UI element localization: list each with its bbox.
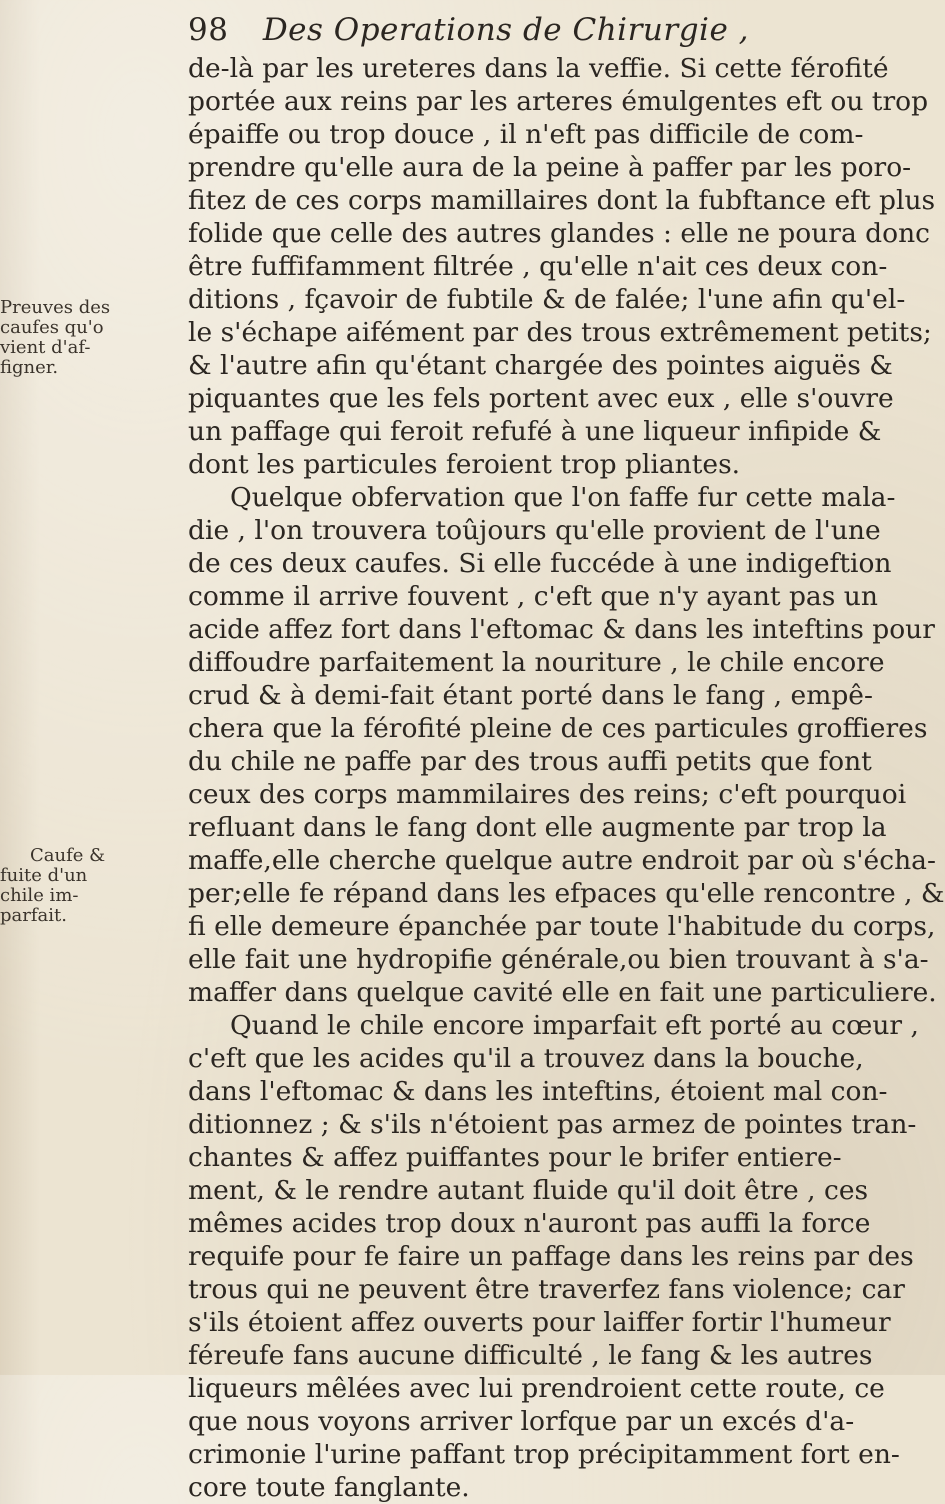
text-line: de-là par les ureteres dans la veffie. Si cette férofité xyxy=(188,53,889,84)
margin-note-line: vient d'af- xyxy=(0,337,91,358)
text-line: requife pour fe faire un paffage dans les reins par des xyxy=(188,1241,914,1272)
page-number: 98 xyxy=(188,12,229,48)
margin-note-line: chile im- xyxy=(0,885,79,906)
text-line: maffe,elle cherche quelque autre endroit par où s'écha- xyxy=(188,845,936,876)
margin-note-preuves xyxy=(0,298,150,378)
text-line: crimonie l'urine paffant trop précipitamment fort en- xyxy=(188,1439,900,1470)
text-line: diffoudre parfaitement la nouriture , le chile encore xyxy=(188,647,885,678)
running-header xyxy=(188,12,749,48)
text-line: Quelque obfervation que l'on faffe fur cette mala- xyxy=(230,482,896,513)
text-line: folide que celle des autres glandes : elle ne poura donc xyxy=(188,218,930,249)
text-line: mêmes acides trop doux n'auront pas auffi la force xyxy=(188,1208,871,1239)
text-line: comme il arrive fouvent , c'eft que n'y ayant pas un xyxy=(188,581,878,612)
text-line: le s'échape aifément par des trous extrêmement petits; xyxy=(188,317,932,348)
text-line: prendre qu'elle aura de la peine à paffer par les poro- xyxy=(188,152,912,183)
text-line: que nous voyons arriver lorfque par un excés d'a- xyxy=(188,1406,855,1437)
text-line: chera que la férofité pleine de ces particules groffieres xyxy=(188,713,928,744)
text-line: épaiffe ou trop douce , il n'eft pas difficile de com- xyxy=(188,119,864,150)
text-line: ditionnez ; & s'ils n'étoient pas armez de pointes tran- xyxy=(188,1109,917,1140)
text-line: elle fait une hydropifie générale,ou bien trouvant à s'a- xyxy=(188,944,929,975)
text-line: ceux des corps mammilaires des reins; c'eft pourquoi xyxy=(188,779,907,810)
text-line: liqueurs mêlées avec lui prendroient cette route, ce xyxy=(188,1373,885,1404)
text-line: de ces deux caufes. Si elle fuccéde à une indigeftion xyxy=(188,548,892,579)
text-line: die , l'on trouvera toûjours qu'elle provient de l'une xyxy=(188,515,881,546)
text-line: c'eft que les acides qu'il a trouvez dans la bouche, xyxy=(188,1043,864,1074)
text-line: portée aux reins par les arteres émulgentes eft ou trop xyxy=(188,86,929,117)
paragraph-2 xyxy=(188,481,945,1009)
text-line: dont les particules feroient trop pliantes. xyxy=(188,449,741,480)
text-line: Quand le chile encore imparfait eft porté au cœur , xyxy=(230,1010,919,1041)
margin-note-caufe xyxy=(0,846,150,926)
text-line: ment, & le rendre autant fluide qu'il doit être , ces xyxy=(188,1175,869,1206)
margin-note-line: Caufe & xyxy=(30,845,106,866)
margin-note-line: caufes qu'o xyxy=(0,317,104,338)
text-line: trous qui ne peuvent être traverfez fans violence; car xyxy=(188,1274,905,1305)
margin-note-line: Preuves des xyxy=(0,297,111,318)
text-line: être fuffifamment filtrée , qu'elle n'ait ces deux con- xyxy=(188,251,888,282)
text-line: ditions , fçavoir de fubtile & de falée; l'une afin qu'el- xyxy=(188,284,906,315)
paragraph-3 xyxy=(188,1009,919,1504)
text-line: un paffage qui feroit refufé à une liqueur infipide & xyxy=(188,416,882,447)
text-line: du chile ne paffe par des trous auffi petits que font xyxy=(188,746,872,777)
margin-note-line: parfait. xyxy=(0,905,67,926)
paragraph-1 xyxy=(188,52,936,481)
text-line: acide affez fort dans l'eftomac & dans les inteftins pour xyxy=(188,614,935,645)
text-line: féreufe fans aucune difficulté , le fang & les autres xyxy=(188,1340,873,1371)
text-line: maffer dans quelque cavité elle en fait une particuliere. xyxy=(188,977,937,1008)
text-line: & l'autre afin qu'étant chargée des pointes aiguës & xyxy=(188,350,893,381)
margin-note-line: fuite d'un xyxy=(0,865,88,886)
body-text xyxy=(188,52,945,1504)
text-line: piquantes que les fels portent avec eux , elle s'ouvre xyxy=(188,383,894,414)
text-line: s'ils étoient affez ouverts pour laiffer fortir l'humeur xyxy=(188,1307,891,1338)
running-title: Des Operations de Chirurgie , xyxy=(262,12,750,48)
text-line: chantes & affez puiffantes pour le brifer entiere- xyxy=(188,1142,842,1173)
text-line: per;elle fe répand dans les efpaces qu'elle rencontre , & xyxy=(188,878,945,909)
text-line: dans l'eftomac & dans les inteftins, étoient mal con- xyxy=(188,1076,888,1107)
text-line: fi elle demeure épanchée par toute l'habitude du corps, xyxy=(188,911,936,942)
text-line: crud & à demi-fait étant porté dans le fang , empê- xyxy=(188,680,873,711)
text-line: fitez de ces corps mamillaires dont la fubftance eft plus xyxy=(188,185,936,216)
text-line: core toute fanglante. xyxy=(188,1472,470,1503)
text-line: refluant dans le fang dont elle augmente par trop la xyxy=(188,812,887,843)
margin-note-line: figner. xyxy=(0,357,59,378)
